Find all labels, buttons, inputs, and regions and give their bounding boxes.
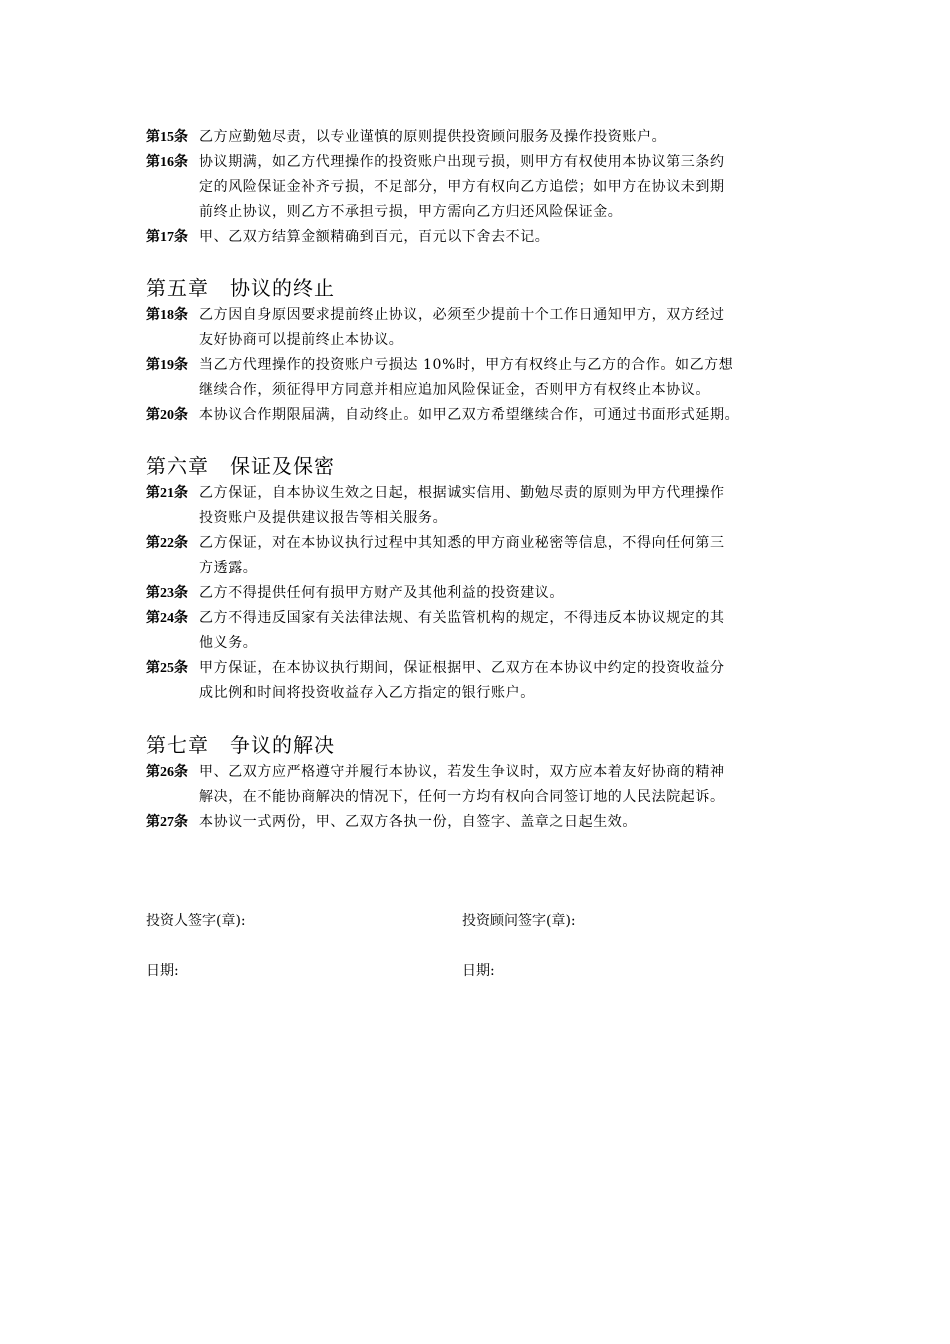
article-27 <box>146 810 811 835</box>
article-number: 第18条 <box>146 308 188 323</box>
article-26 <box>146 760 811 810</box>
article-number: 第21条 <box>146 486 188 501</box>
article-number: 第24条 <box>146 611 188 626</box>
chapter-7-heading: 第七章 争议的解决 <box>146 733 335 757</box>
article-text: 乙方保证，自本协议生效之日起，根据诚实信用、勤勉尽责的原则为甲方代理操作 投资账户及提供建议报告等相关服务。 <box>199 485 725 526</box>
article-text: 协议期满，如乙方代理操作的投资账户出现亏损，则甲方有权使用本协议第三条约 定的风险保证金补齐亏损，不足部分，甲方有权向乙方追偿；如甲方在协议未到期 前终止协议，则乙方不承担亏损，甲方需向乙方归还风险保证金。 <box>199 154 725 220</box>
article-text: 甲、乙双方结算金额精确到百元，百元以下舍去不记。 <box>199 229 550 245</box>
article-number: 第17条 <box>146 230 188 245</box>
article-25 <box>146 656 811 706</box>
article-text: 乙方因自身原因要求提前终止协议，必须至少提前十个工作日通知甲方，双方经过 友好协商可以提前终止本协议。 <box>199 307 725 348</box>
article-17 <box>146 225 811 250</box>
investor-date-label: 日期: <box>146 963 179 979</box>
article-16 <box>146 150 811 225</box>
investor-signature-label: 投资人签字(章): <box>146 913 246 929</box>
article-number: 第22条 <box>146 536 188 551</box>
article-number: 第19条 <box>146 358 188 373</box>
article-number: 第20条 <box>146 408 188 423</box>
article-15 <box>146 125 811 150</box>
article-19 <box>146 353 811 403</box>
chapter-6-heading: 第六章 保证及保密 <box>146 454 335 478</box>
article-text: 乙方保证，对在本协议执行过程中其知悉的甲方商业秘密等信息，不得向任何第三 方透露。 <box>199 535 725 576</box>
article-text: 乙方不得违反国家有关法律法规、有关监管机构的规定，不得违反本协议规定的其 他义务。 <box>199 610 725 651</box>
article-text: 甲方保证，在本协议执行期间，保证根据甲、乙双方在本协议中约定的投资收益分 成比例和时间将投资收益存入乙方指定的银行账户。 <box>199 660 725 701</box>
article-23 <box>146 581 811 606</box>
article-22 <box>146 531 811 581</box>
article-21 <box>146 481 811 531</box>
article-number: 第25条 <box>146 661 188 676</box>
article-24 <box>146 606 811 656</box>
article-number: 第16条 <box>146 155 188 170</box>
article-text: 本协议一式两份，甲、乙双方各执一份，自签字、盖章之日起生效。 <box>199 814 637 830</box>
article-number: 第23条 <box>146 586 188 601</box>
chapter-5-heading: 第五章 协议的终止 <box>146 276 335 300</box>
article-number: 第15条 <box>146 130 188 145</box>
article-number: 第26条 <box>146 765 188 780</box>
article-text: 乙方不得提供任何有损甲方财产及其他利益的投资建议。 <box>199 585 564 601</box>
article-number: 第27条 <box>146 815 188 830</box>
article-text: 乙方应勤勉尽责，以专业谨慎的原则提供投资顾问服务及操作投资账户。 <box>199 129 667 145</box>
advisor-date-label: 日期: <box>462 963 495 979</box>
article-text: 当乙方代理操作的投资账户亏损达 10%时，甲方有权终止与乙方的合作。如乙方想 继续合作，须征得甲方同意并相应追加风险保证金，否则甲方有权终止本协议。 <box>199 357 734 398</box>
article-text: 本协议合作期限届满，自动终止。如甲乙双方希望继续合作，可通过书面形式延期。 <box>199 407 740 423</box>
advisor-signature-label: 投资顾问签字(章): <box>462 913 576 929</box>
article-20 <box>146 403 811 428</box>
article-text: 甲、乙双方应严格遵守并履行本协议，若发生争议时，双方应本着友好协商的精神 解决，在不能协商解决的情况下，任何一方均有权向合同签订地的人民法院起诉。 <box>199 764 725 805</box>
article-18 <box>146 303 811 353</box>
